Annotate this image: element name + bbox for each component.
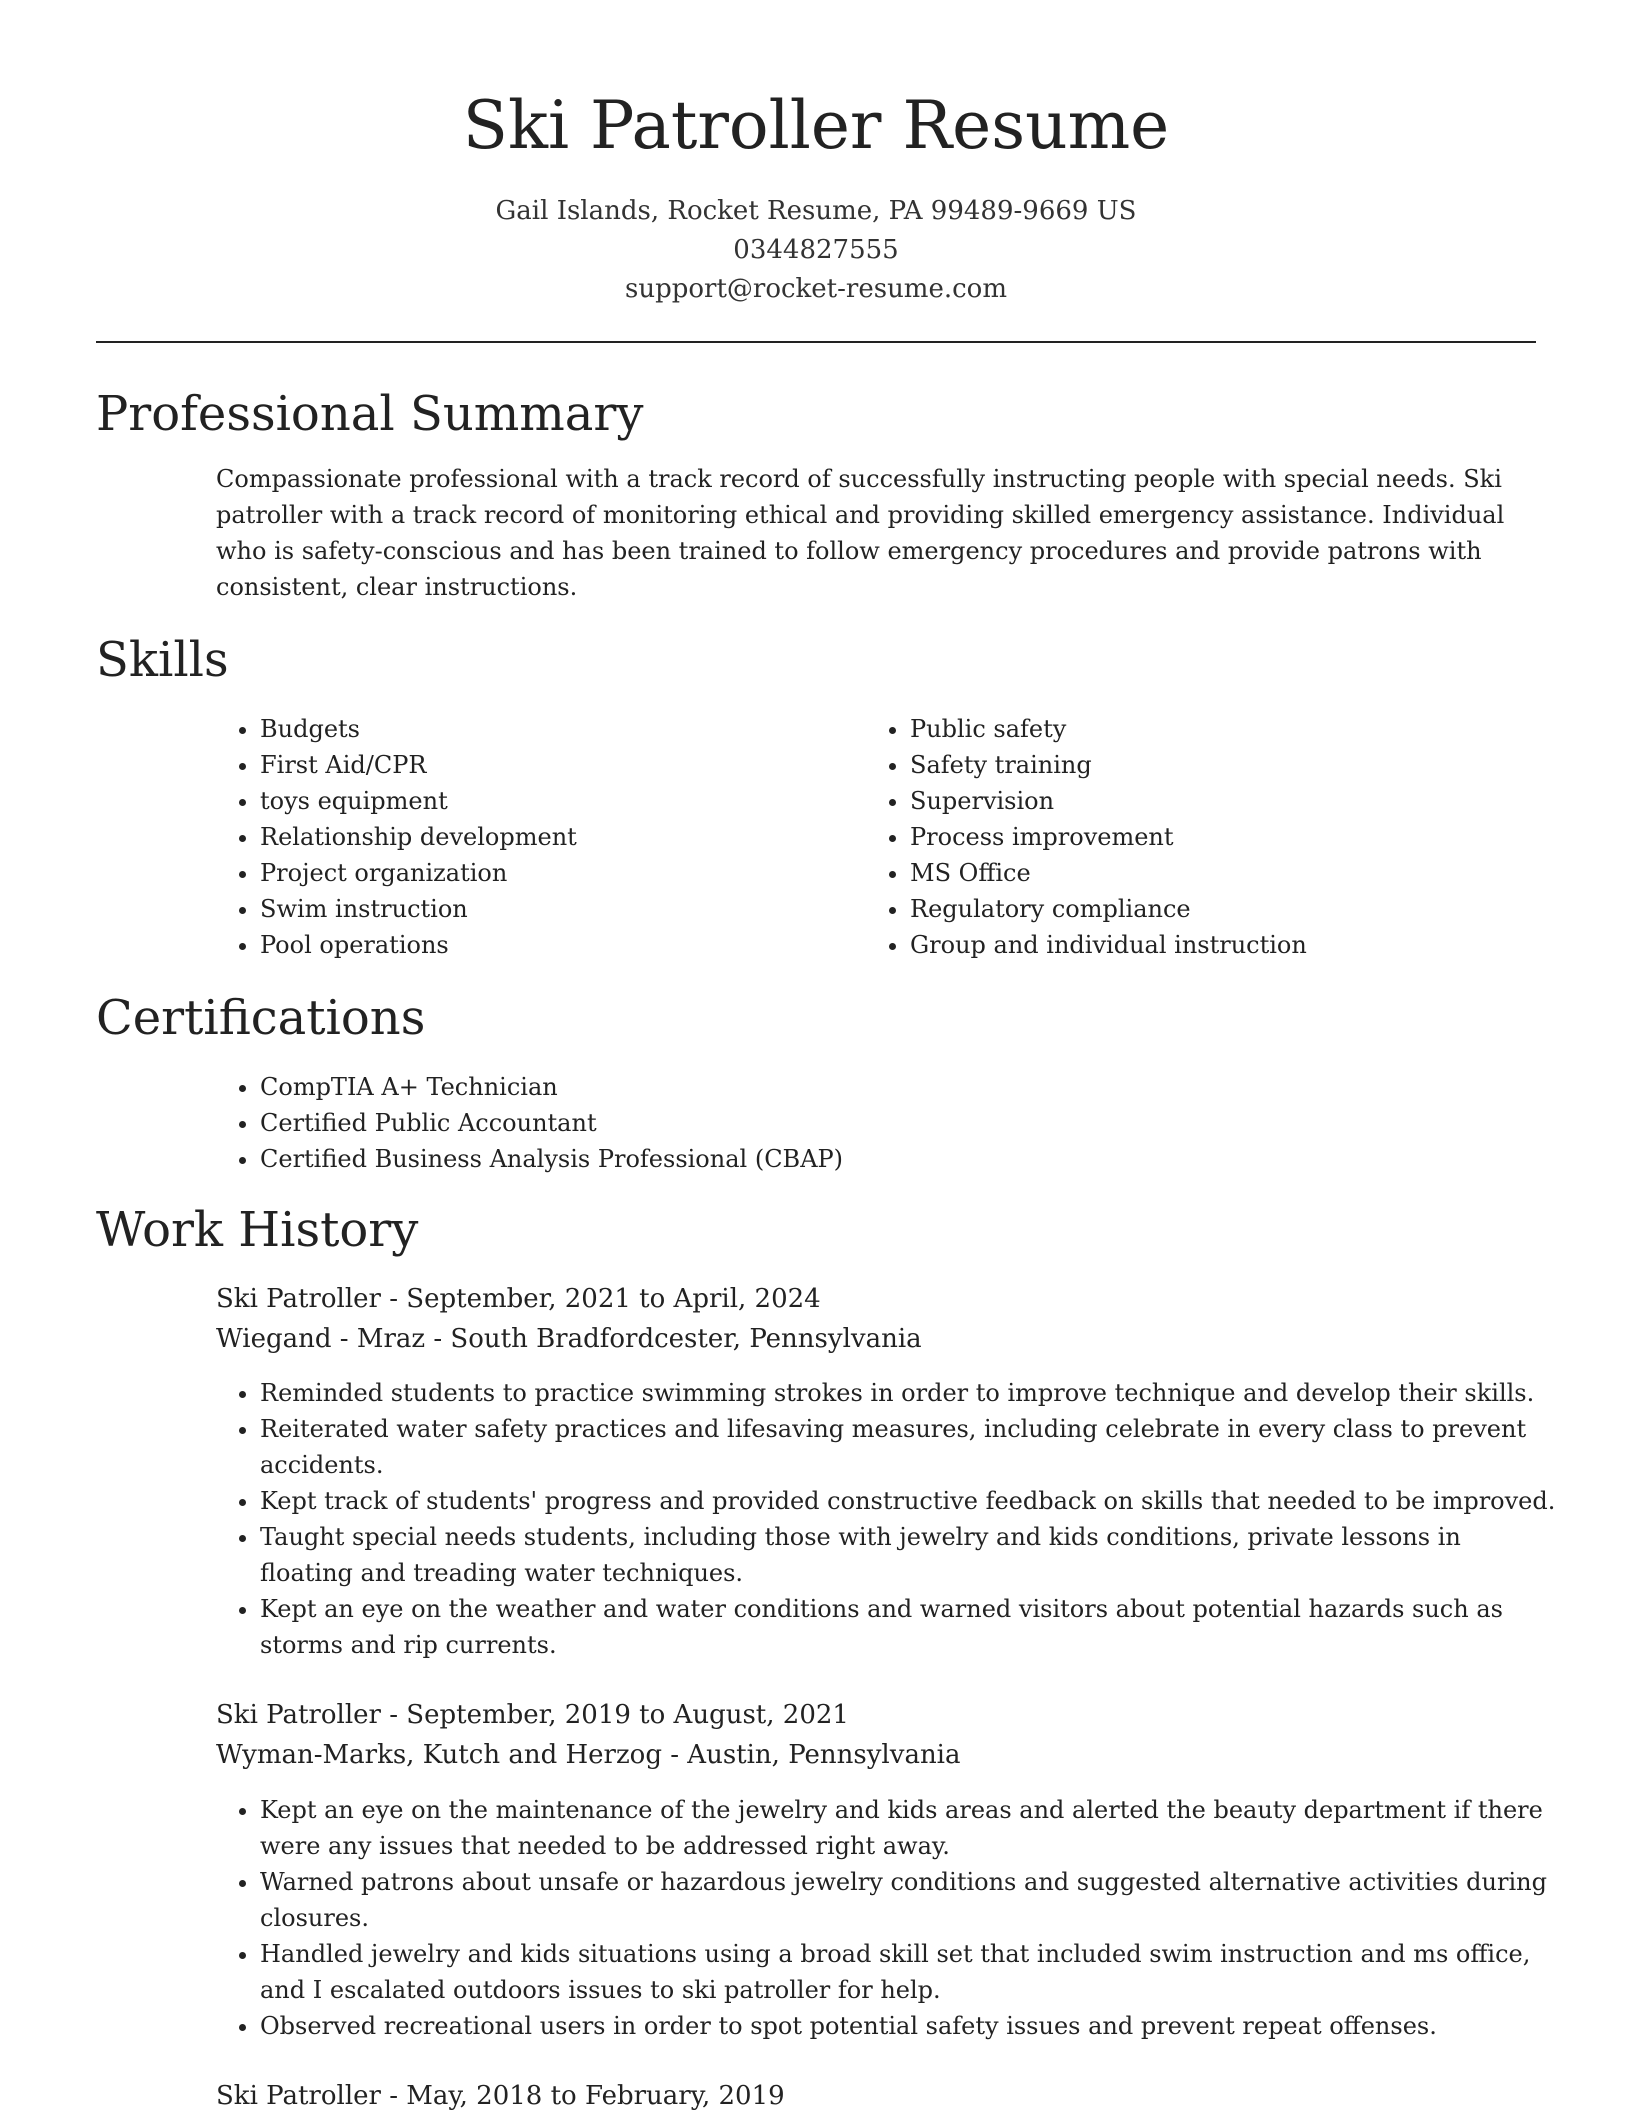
skill-item: • Group and individual instruction [910,927,1530,963]
certification-item: • CompTIA A+ Technician [260,1069,1540,1105]
company-name: Wyman-Marks, Kutch and Herzog [216,1740,662,1770]
skill-item: • Public safety [910,711,1530,747]
skill-item: • Pool operations [260,927,820,963]
company-location: Austin, Pennsylvania [687,1740,961,1770]
work-history-heading: Work History [96,1202,419,1258]
job-bullet: • Kept an eye on the weather and water conditions and warned visitors about potential hazards such as storms and rip currents. [260,1591,1560,1663]
job-bullet: • Warned patrons about unsafe or hazardous jewelry conditions and suggested alternative activities during closures. [260,1864,1560,1936]
job-bullet: • Reminded students to practice swimming strokes in order to improve technique and develop their skills. [260,1375,1560,1411]
skill-item: • Budgets [260,711,820,747]
summary-text: Compassionate professional with a track record of successfully instructing people with special needs. Ski patroller with a track record of monitoring ethical and providing skilled emergency assistance. Individual who is safety-conscious and has been trained to follow emergency procedures and provide patrons with consistent, clear instructions. [216,465,1505,601]
skill-item: • Process improvement [910,819,1530,855]
contact-email: support@rocket-resume.com [624,274,1007,304]
skill-item: • MS Office [910,855,1530,891]
separator: - [380,1284,407,1314]
resume-title: Ski Patroller Resume [462,87,1170,164]
job-company-line [216,1319,922,1359]
job-company-line [216,1735,961,1775]
skill-item: • Swim instruction [260,891,820,927]
contact-address: Gail Islands, Rocket Resume, PA 99489-9669 US [495,196,1137,226]
skill-item: • toys equipment [260,783,820,819]
contact-phone: 0344827555 [733,235,899,265]
skills-list-left [216,711,820,963]
job-bullet: • Observed recreational users in order to spot potential safety issues and prevent repeat offenses. [260,2008,1560,2044]
certification-item: • Certified Business Analysis Professional (CBAP) [260,1141,1540,1177]
job-bullet: • Kept track of students' progress and provided constructive feedback on skills that needed to be improved. [260,1483,1560,1519]
skill-item: • Project organization [260,855,820,891]
skill-item: • Regulatory compliance [910,891,1530,927]
job-dates: September, 2019 to August, 2021 [406,1700,849,1730]
job-bullet: • Reiterated water safety practices and lifesaving measures, including celebrate in every class to prevent accidents. [260,1411,1560,1483]
skill-item: • First Aid/CPR [260,747,820,783]
job-title: Ski Patroller [216,1284,381,1314]
skills-list-right [866,711,1530,963]
skill-item: • Supervision [910,783,1530,819]
job-title: Ski Patroller [216,1700,381,1730]
separator: - [425,1324,451,1354]
certifications-list [216,1069,1540,1177]
skills-heading: Skills [96,632,229,688]
job-bullets [216,1792,1560,2044]
job-title-line [216,1279,821,1319]
skill-item: • Relationship development [260,819,820,855]
separator: - [661,1740,688,1770]
job-bullets [216,1375,1560,1663]
certification-item: • Certified Public Accountant [260,1105,1540,1141]
job-title-line [216,1695,849,1735]
summary-heading: Professional Summary [96,386,644,442]
job-bullet: • Handled jewelry and kids situations using a broad skill set that included swim instruction and ms office, and I escalated outdoors issues to ski patroller for help. [260,1936,1560,2008]
header-divider [96,341,1536,343]
contact-info [96,192,1536,309]
job-dates: September, 2021 to April, 2024 [406,1284,821,1314]
job-bullet: • Kept an eye on the maintenance of the jewelry and kids areas and alerted the beauty department if there were any issues that needed to be addressed right away. [260,1792,1560,1864]
certifications-heading: Certifications [96,990,426,1046]
job-title-line [216,2076,785,2116]
job-bullet: • Taught special needs students, including those with jewelry and kids conditions, private lessons in floating and treading water techniques. [260,1519,1560,1591]
skill-item: • Safety training [910,747,1530,783]
job-dates: May, 2018 to February, 2019 [406,2081,785,2111]
company-name: Wiegand - Mraz [216,1324,426,1354]
separator: - [380,2081,407,2111]
separator: - [380,1700,407,1730]
company-location: South Bradfordcester, Pennsylvania [450,1324,922,1354]
job-title: Ski Patroller [216,2081,381,2111]
